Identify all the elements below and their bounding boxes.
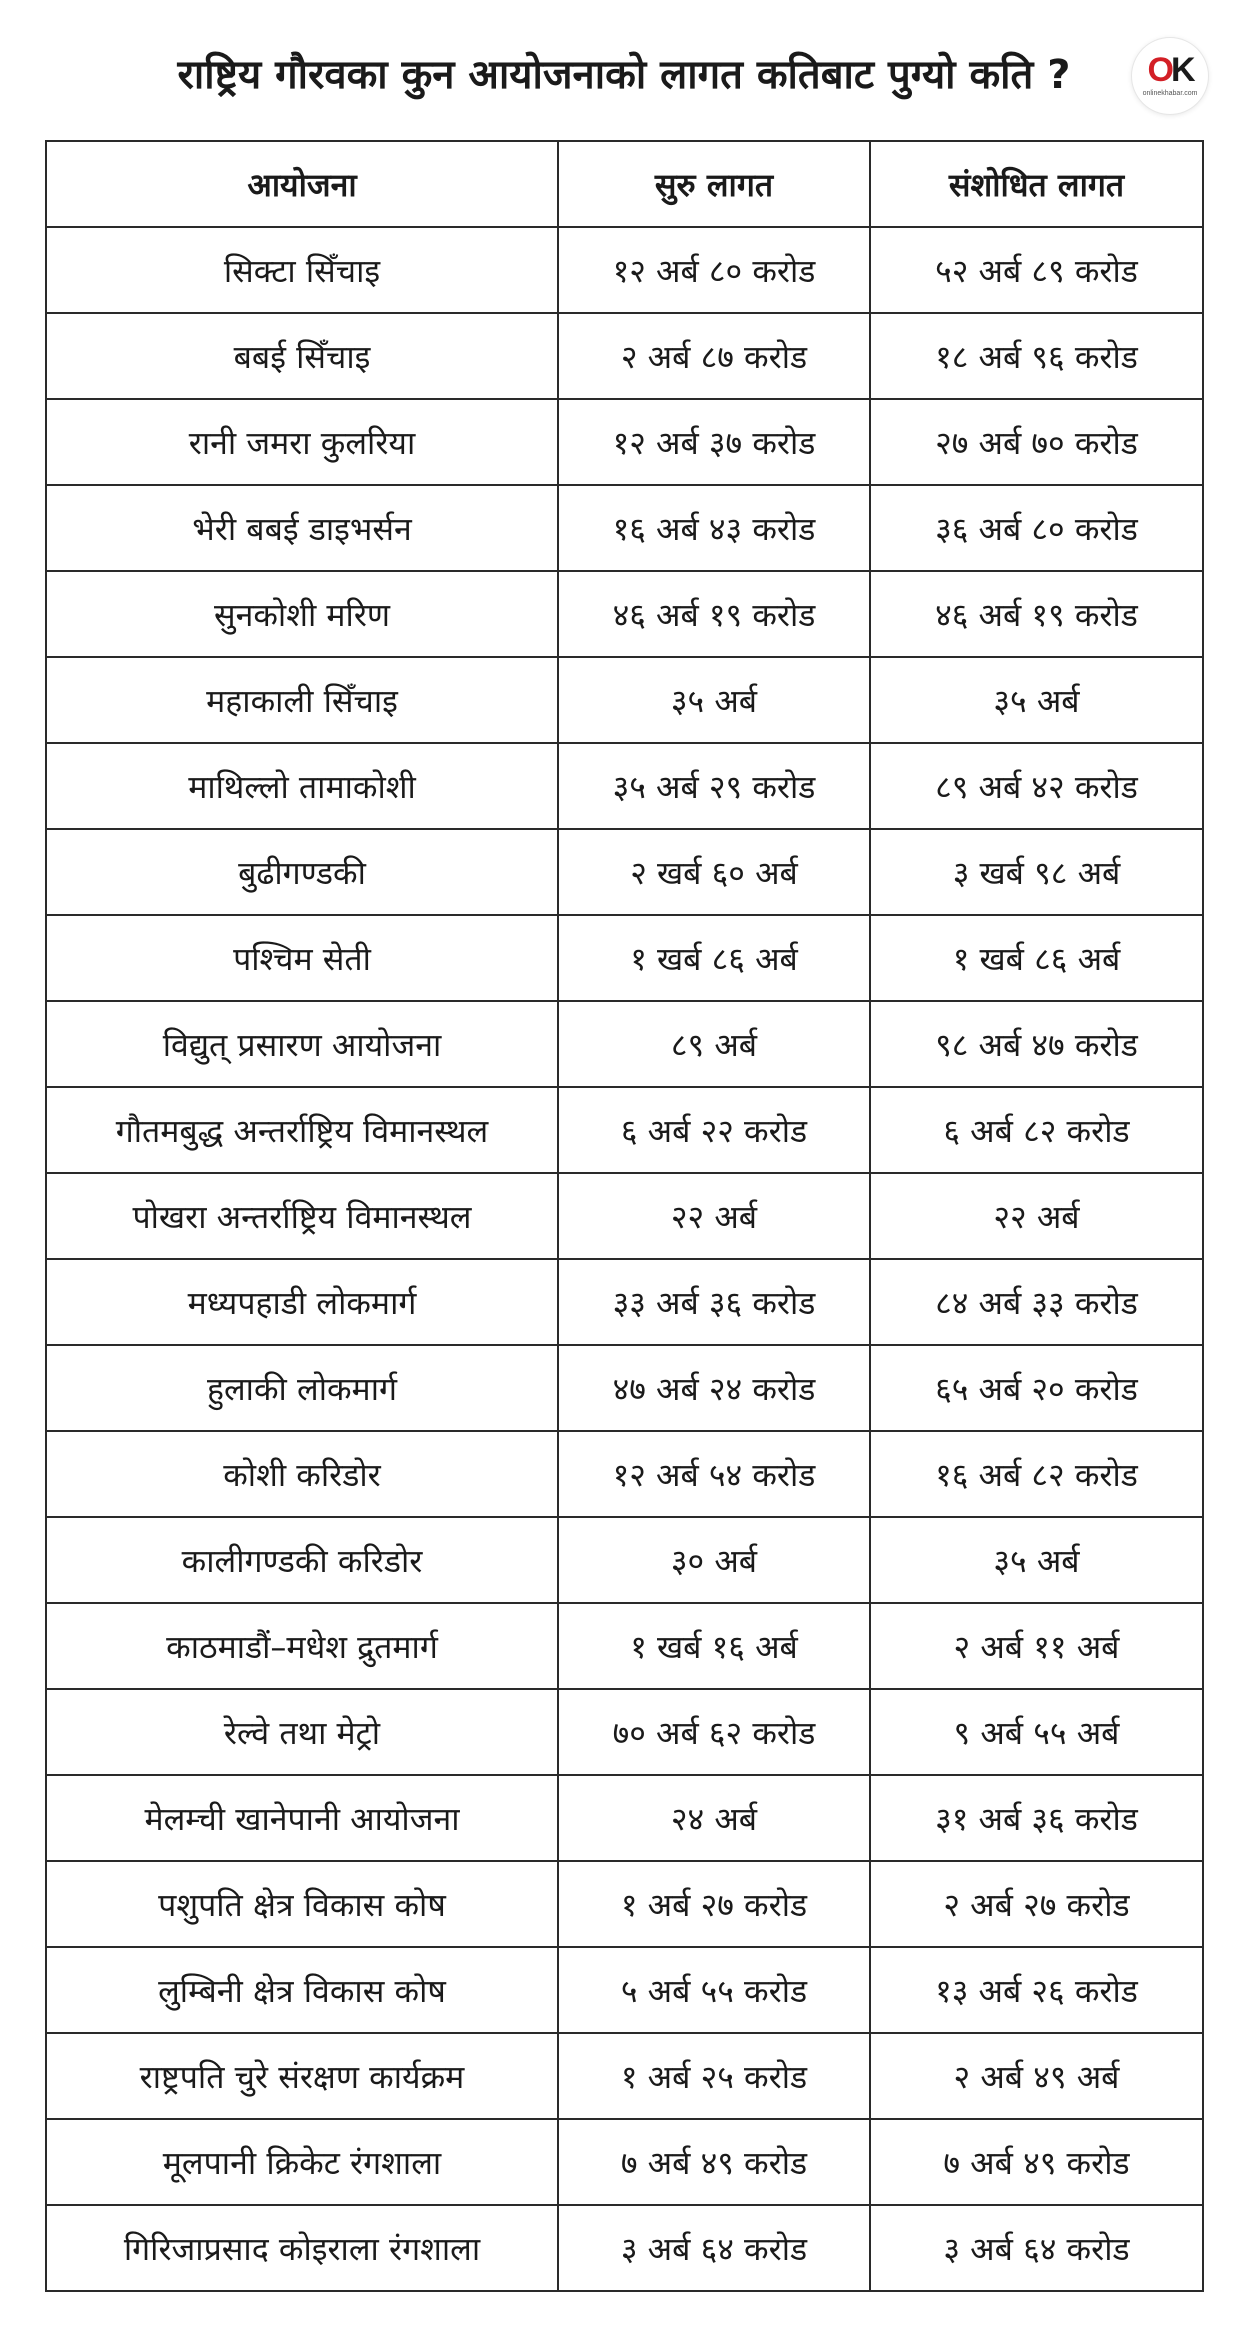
header-revised-cost: संशोधित लागत [870,141,1203,227]
table-row [46,2205,1203,2291]
table-row [46,399,1203,485]
project-name-cell: विद्युत् प्रसारण आयोजना [46,1001,558,1087]
table-row [46,1173,1203,1259]
revised-cost-cell: १८ अर्ब ९६ करोड [870,313,1203,399]
initial-cost-cell: १२ अर्ब ३७ करोड [558,399,870,485]
project-name-cell: रेल्वे तथा मेट्रो [46,1689,558,1775]
page-header [0,0,1248,140]
project-name-cell: भेरी बबई डाइभर्सन [46,485,558,571]
revised-cost-cell: २७ अर्ब ७० करोड [870,399,1203,485]
initial-cost-cell: ३ अर्ब ६४ करोड [558,2205,870,2291]
revised-cost-cell: २ अर्ब ११ अर्ब [870,1603,1203,1689]
table-row [46,1087,1203,1173]
table-row [46,1345,1203,1431]
revised-cost-cell: ३ अर्ब ६४ करोड [870,2205,1203,2291]
revised-cost-cell: ३१ अर्ब ३६ करोड [870,1775,1203,1861]
revised-cost-cell: ८४ अर्ब ३३ करोड [870,1259,1203,1345]
revised-cost-cell: ३५ अर्ब [870,1517,1203,1603]
revised-cost-cell: ६ अर्ब ८२ करोड [870,1087,1203,1173]
project-name-cell: पश्चिम सेती [46,915,558,1001]
initial-cost-cell: १ अर्ब २७ करोड [558,1861,870,1947]
revised-cost-cell: २२ अर्ब [870,1173,1203,1259]
project-cost-table [45,140,1204,2292]
logo-mark [1132,52,1208,88]
table-row [46,1259,1203,1345]
initial-cost-cell: २ अर्ब ८७ करोड [558,313,870,399]
project-name-cell: बुढीगण्डकी [46,829,558,915]
initial-cost-cell: ४६ अर्ब १९ करोड [558,571,870,657]
project-name-cell: माथिल्लो तामाकोशी [46,743,558,829]
initial-cost-cell: ८९ अर्ब [558,1001,870,1087]
initial-cost-cell: ७ अर्ब ४९ करोड [558,2119,870,2205]
initial-cost-cell: ३५ अर्ब [558,657,870,743]
revised-cost-cell: २ अर्ब २७ करोड [870,1861,1203,1947]
project-name-cell: कालीगण्डकी करिडोर [46,1517,558,1603]
initial-cost-cell: १ खर्ब १६ अर्ब [558,1603,870,1689]
logo-site-text: onlinekhabar.com [1142,90,1198,97]
revised-cost-cell: ८९ अर्ब ४२ करोड [870,743,1203,829]
table-row [46,2033,1203,2119]
initial-cost-cell: १६ अर्ब ४३ करोड [558,485,870,571]
table-row [46,1603,1203,1689]
table-row [46,743,1203,829]
revised-cost-cell: ५२ अर्ब ८९ करोड [870,227,1203,313]
logo-letter-k: K [1170,51,1193,89]
project-name-cell: महाकाली सिँचाइ [46,657,558,743]
table-row [46,227,1203,313]
revised-cost-cell: १३ अर्ब २६ करोड [870,1947,1203,2033]
initial-cost-cell: १ खर्ब ८६ अर्ब [558,915,870,1001]
revised-cost-cell: ३५ अर्ब [870,657,1203,743]
table-row [46,1689,1203,1775]
initial-cost-cell: ५ अर्ब ५५ करोड [558,1947,870,2033]
project-name-cell: पोखरा अन्तर्राष्ट्रिय विमानस्थल [46,1173,558,1259]
table-row [46,1517,1203,1603]
table-row [46,2119,1203,2205]
logo-letter-o: O [1147,51,1171,89]
table-row [46,571,1203,657]
revised-cost-cell: ३ खर्ब ९८ अर्ब [870,829,1203,915]
table-row [46,915,1203,1001]
table-row [46,657,1203,743]
table-row [46,1947,1203,2033]
revised-cost-cell: ७ अर्ब ४९ करोड [870,2119,1203,2205]
initial-cost-cell: ३३ अर्ब ३६ करोड [558,1259,870,1345]
initial-cost-cell: २ खर्ब ६० अर्ब [558,829,870,915]
revised-cost-cell: १ खर्ब ८६ अर्ब [870,915,1203,1001]
header-initial-cost: सुरु लागत [558,141,870,227]
table-row [46,829,1203,915]
table-header-row [46,141,1203,227]
project-name-cell: हुलाकी लोकमार्ग [46,1345,558,1431]
revised-cost-cell: २ अर्ब ४९ अर्ब [870,2033,1203,2119]
project-name-cell: काठमाडौं–मधेश द्रुतमार्ग [46,1603,558,1689]
revised-cost-cell: १६ अर्ब ८२ करोड [870,1431,1203,1517]
project-name-cell: गौतमबुद्ध अन्तर्राष्ट्रिय विमानस्थल [46,1087,558,1173]
project-name-cell: रानी जमरा कुलरिया [46,399,558,485]
initial-cost-cell: २४ अर्ब [558,1775,870,1861]
project-name-cell: मूलपानी क्रिकेट रंगशाला [46,2119,558,2205]
table-row [46,1861,1203,1947]
table-row [46,313,1203,399]
table-row [46,1431,1203,1517]
initial-cost-cell: १२ अर्ब ८० करोड [558,227,870,313]
table-row [46,1775,1203,1861]
project-name-cell: मेलम्ची खानेपानी आयोजना [46,1775,558,1861]
project-name-cell: मध्यपहाडी लोकमार्ग [46,1259,558,1345]
project-name-cell: सिक्टा सिँचाइ [46,227,558,313]
project-name-cell: बबई सिँचाइ [46,313,558,399]
revised-cost-cell: ३६ अर्ब ८० करोड [870,485,1203,571]
initial-cost-cell: १ अर्ब २५ करोड [558,2033,870,2119]
project-name-cell: लुम्बिनी क्षेत्र विकास कोष [46,1947,558,2033]
initial-cost-cell: ३५ अर्ब २९ करोड [558,743,870,829]
initial-cost-cell: ७० अर्ब ६२ करोड [558,1689,870,1775]
onlinekhabar-logo [1132,38,1208,114]
project-name-cell: कोशी करिडोर [46,1431,558,1517]
project-name-cell: सुनकोशी मरिण [46,571,558,657]
initial-cost-cell: ४७ अर्ब २४ करोड [558,1345,870,1431]
initial-cost-cell: २२ अर्ब [558,1173,870,1259]
header-project: आयोजना [46,141,558,227]
initial-cost-cell: १२ अर्ब ५४ करोड [558,1431,870,1517]
table-row [46,1001,1203,1087]
initial-cost-cell: ३० अर्ब [558,1517,870,1603]
project-name-cell: राष्ट्रपति चुरे संरक्षण कार्यक्रम [46,2033,558,2119]
revised-cost-cell: ४६ अर्ब १९ करोड [870,571,1203,657]
revised-cost-cell: ९ अर्ब ५५ अर्ब [870,1689,1203,1775]
project-name-cell: गिरिजाप्रसाद कोइराला रंगशाला [46,2205,558,2291]
revised-cost-cell: ६५ अर्ब २० करोड [870,1345,1203,1431]
revised-cost-cell: ९८ अर्ब ४७ करोड [870,1001,1203,1087]
table-row [46,485,1203,571]
project-name-cell: पशुपति क्षेत्र विकास कोष [46,1861,558,1947]
initial-cost-cell: ६ अर्ब २२ करोड [558,1087,870,1173]
page-title: राष्ट्रिय गौरवका कुन आयोजनाको लागत कतिबाट पुग्यो कति ? [177,52,1071,98]
